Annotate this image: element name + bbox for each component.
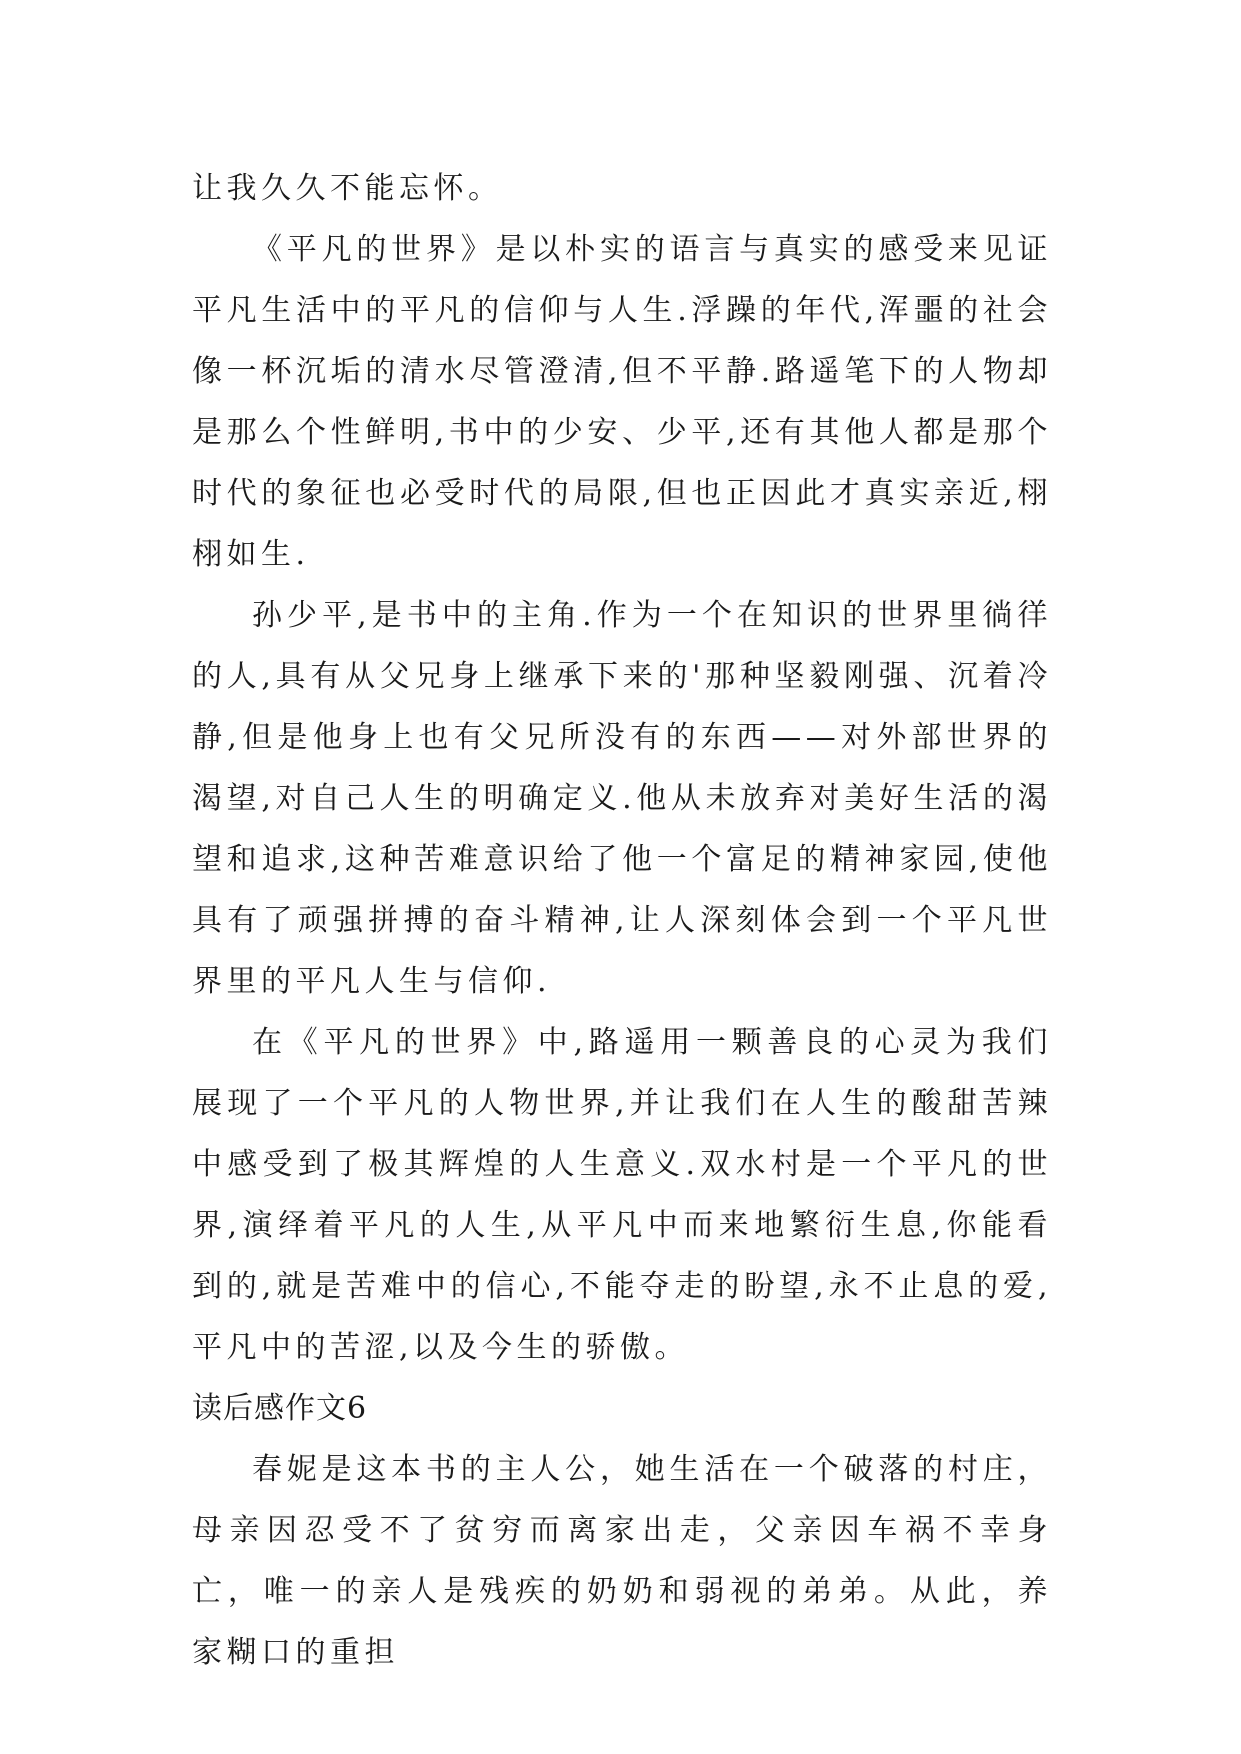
paragraph-chunni: 春妮是这本书的主人公，她生活在一个破落的村庄，母亲因忍受不了贫穷而离家出走，父亲因车祸不幸身亡，唯一的亲人是残疾的奶奶和弱视的弟弟。从此，养家糊口的重担	[192, 1452, 1052, 1670]
paragraph-ordinary-world: 在《平凡的世界》中,路遥用一颗善良的心灵为我们展现了一个平凡的人物世界,并让我们在人生的酸甜苦辣中感受到了极其辉煌的人生意义.双水村是一个平凡的世界,演绎着平凡的人生,从平凡中而来地繁衍生息,你能看到的,就是苦难中的信心,不能夺走的盼望,永不止息的爱,平凡中的苦涩,以及今生的骄傲。	[192, 1025, 1052, 1365]
paragraph-sun-shaoping: 孙少平,是书中的主角.作为一个在知识的世界里徜徉的人,具有从父兄身上继承下来的'那种坚毅刚强、沉着冷静,但是他身上也有父兄所没有的东西——对外部世界的渴望,对自己人生的明确定义.他从未放弃对美好生活的渴望和追求,这种苦难意识给了他一个富足的精神家园,使他具有了顽强拼搏的奋斗精神,让人深刻体会到一个平凡世界里的平凡人生与信仰.	[192, 598, 1052, 999]
section-heading: 读后感作文6	[192, 1391, 368, 1426]
paragraph-continuation: 让我久久不能忘怀。	[192, 171, 503, 206]
document-body	[192, 158, 1052, 1683]
paragraph-book-summary: 《平凡的世界》是以朴实的语言与真实的感受来见证平凡生活中的平凡的信仰与人生.浮躁的年代,浑噩的社会像一杯沉垢的清水尽管澄清,但不平静.路遥笔下的人物却是那么个性鲜明,书中的少安、少平,还有其他人都是那个时代的象征也必受时代的局限,但也正因此才真实亲近,栩栩如生.	[192, 232, 1052, 572]
